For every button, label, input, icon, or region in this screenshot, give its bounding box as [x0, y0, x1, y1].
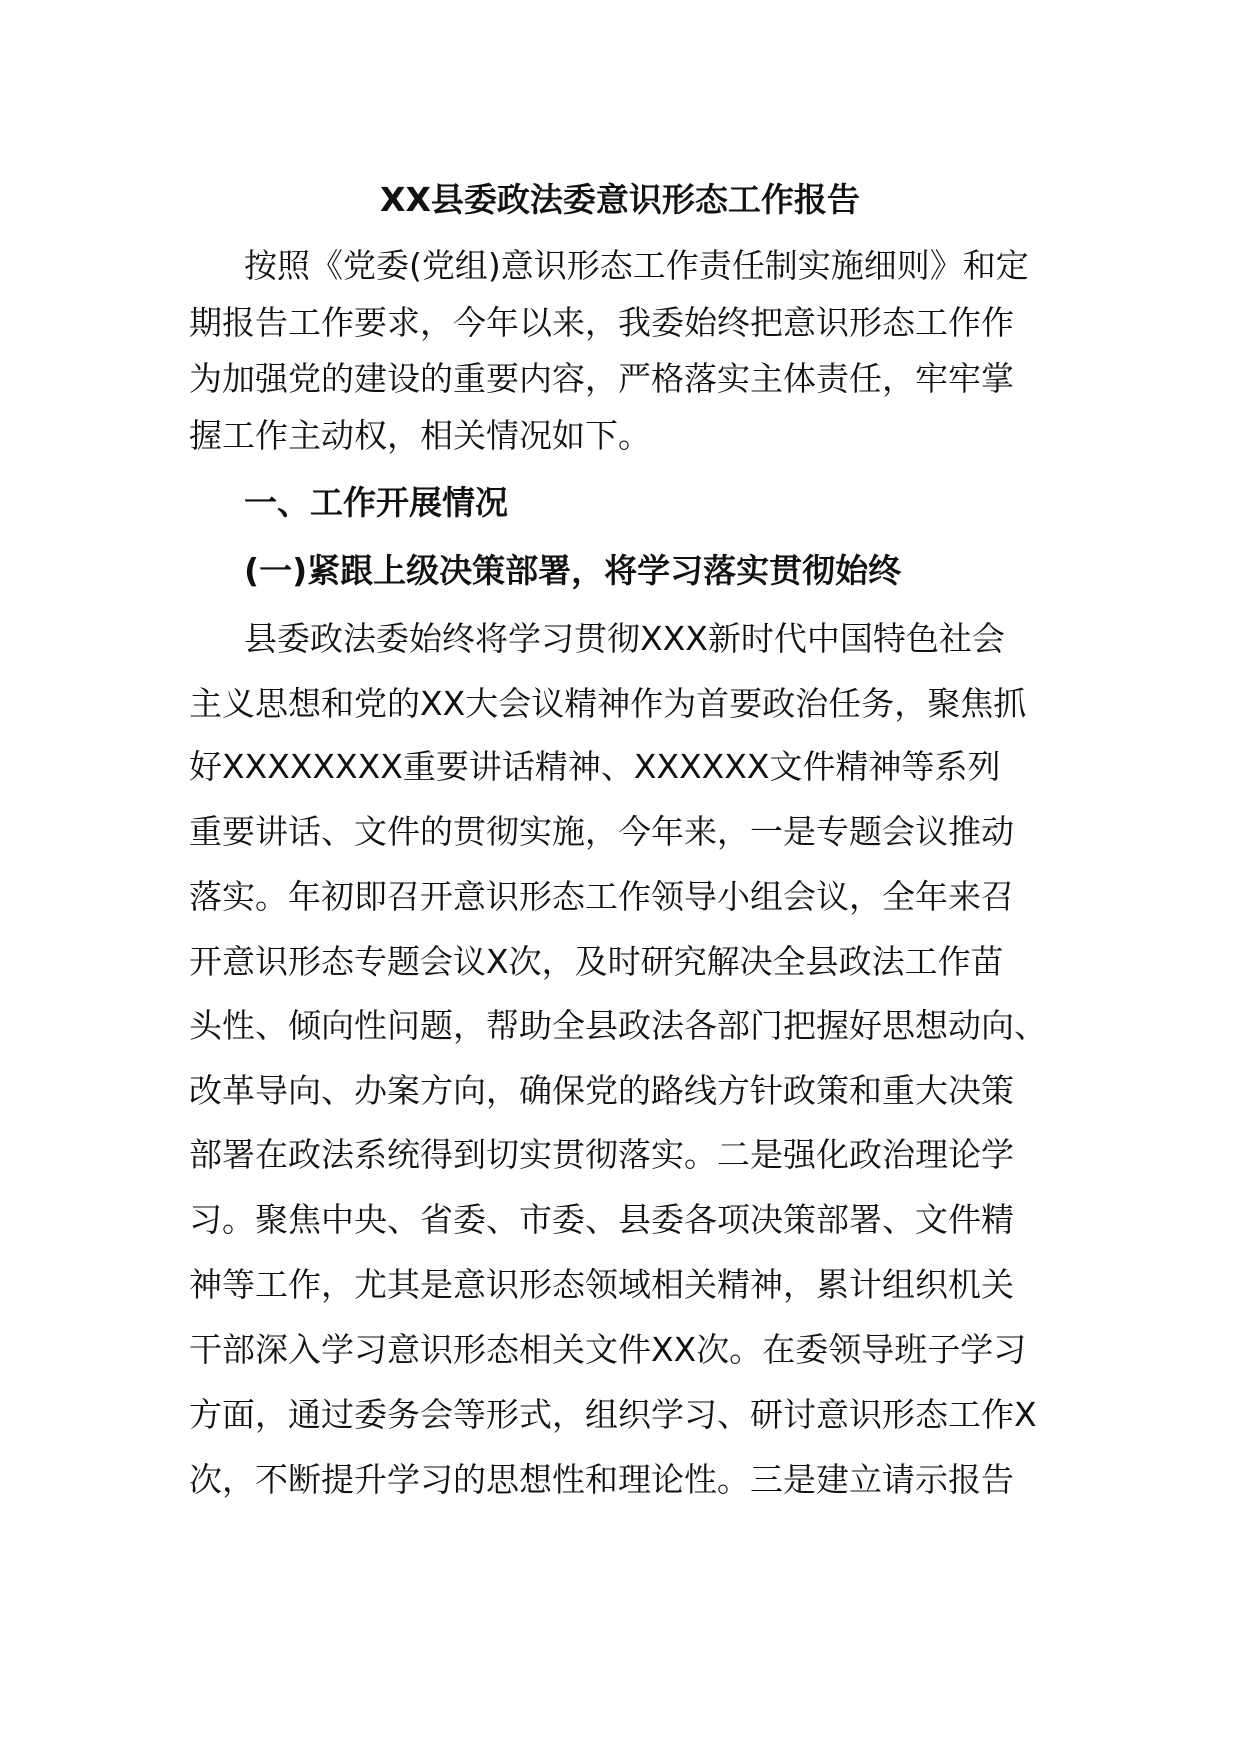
body-line-3: 好XXXXXXXX重要讲话精神、XXXXXX文件精神等系列	[189, 747, 1001, 786]
body-line-5: 落实。年初即召开意识形态工作领导小组会议，全年来召	[189, 877, 1014, 916]
body-line-7: 头性、倾向性问题，帮助全县政法各部门把握好思想动向、	[189, 1006, 1047, 1045]
subsection-heading: (一)紧跟上级决策部署，将学习落实贯彻始终	[244, 551, 902, 590]
body-line-10: 习。聚焦中央、省委、市委、县委各项决策部署、文件精	[189, 1200, 1014, 1239]
intro-line-3: 为加强党的建设的重要内容，严格落实主体责任，牢牢掌	[189, 359, 1014, 398]
body-line-13: 方面，通过委务会等形式，组织学习、研讨意识形态工作X	[189, 1395, 1037, 1434]
body-line-1: 县委政法委始终将学习贯彻XXX新时代中国特色社会	[244, 619, 1005, 658]
body-line-4: 重要讲话、文件的贯彻实施，今年来，一是专题会议推动	[189, 812, 1014, 851]
section-heading: 一、工作开展情况	[244, 483, 508, 522]
body-line-12: 干部深入学习意识形态相关文件XX次。在委领导班子学习	[189, 1330, 1027, 1369]
body-line-11: 神等工作，尤其是意识形态领域相关精神，累计组织机关	[189, 1265, 1014, 1304]
body-line-9: 部署在政法系统得到切实贯彻落实。二是强化政治理论学	[189, 1135, 1014, 1174]
body-line-14: 次，不断提升学习的思想性和理论性。三是建立请示报告	[189, 1460, 1014, 1499]
intro-line-2: 期报告工作要求，今年以来，我委始终把意识形态工作作	[189, 303, 1014, 342]
intro-line-4: 握工作主动权，相关情况如下。	[189, 416, 651, 455]
body-line-8: 改革导向、办案方向，确保党的路线方针政策和重大决策	[189, 1071, 1014, 1110]
intro-line-1: 按照《党委(党组)意识形态工作责任制实施细则》和定	[244, 246, 1029, 285]
document-title: XX县委政法委意识形态工作报告	[380, 180, 860, 219]
body-line-2: 主义思想和党的XX大会议精神作为首要政治任务，聚焦抓	[189, 684, 1027, 723]
body-line-6: 开意识形态专题会议X次，及时研究解决全县政法工作苗	[189, 942, 1004, 981]
